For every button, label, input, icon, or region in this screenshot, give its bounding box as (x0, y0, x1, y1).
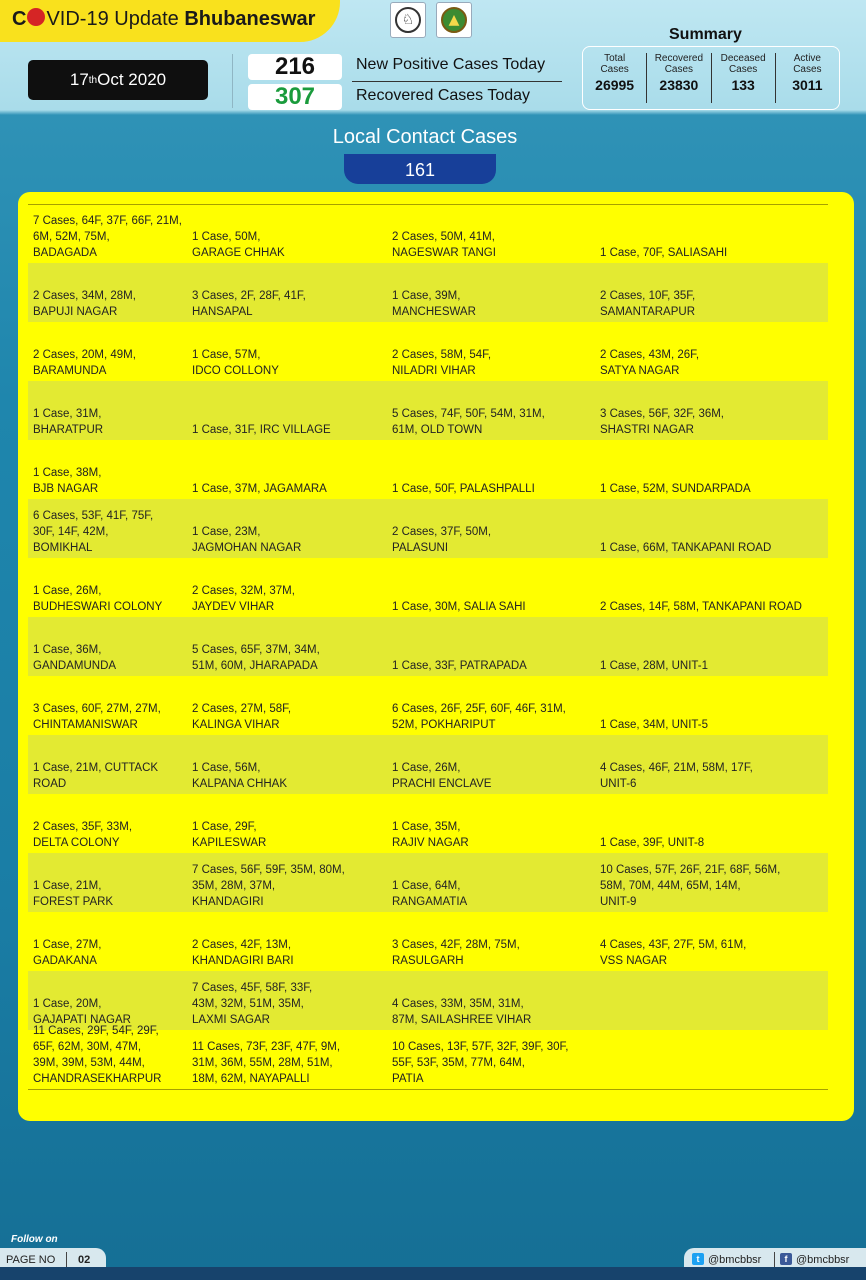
page-divider (66, 1252, 67, 1268)
case-cell: 1 Case, 26M, PRACHI ENCLAVE (392, 762, 492, 790)
summary-label: Deceased Cases (720, 53, 766, 75)
header-divider (232, 54, 233, 108)
table-row (28, 440, 828, 499)
table-row (28, 853, 828, 912)
case-cell: 3 Cases, 42F, 28M, 75M, RASULGARH (392, 939, 520, 967)
case-cell: 2 Cases, 58M, 54F, NILADRI VIHAR (392, 349, 492, 377)
case-cell: 1 Case, 30M, SALIA SAHI (392, 601, 526, 613)
case-cell: 4 Cases, 46F, 21M, 58M, 17F, UNIT-6 (600, 762, 753, 790)
summary-title: Summary (669, 26, 742, 43)
table-row (28, 263, 828, 322)
case-cell: 11 Cases, 73F, 23F, 47F, 9M, 31M, 36M, 55M, 28M, 51M, 18M, 62M, NAYAPALLI (192, 1041, 341, 1085)
case-cell: 1 Case, 27M, GADAKANA (33, 939, 102, 967)
page-label: PAGE NO (6, 1254, 56, 1266)
summary-label: Active Cases (793, 53, 822, 75)
case-cell: 6 Cases, 53F, 41F, 75F, 30F, 14F, 42M, BOMIKHAL (33, 510, 154, 554)
facebook-icon[interactable]: f (780, 1253, 792, 1265)
case-cell: 1 Case, 50M, GARAGE CHHAK (192, 231, 285, 259)
table-row (28, 204, 828, 263)
case-cell: 1 Case, 70F, SALIASAHI (600, 247, 728, 259)
section-title: Local Contact Cases (332, 126, 518, 148)
date-suffix: th (88, 74, 98, 86)
virus-icon (27, 8, 45, 26)
summary-label: Total Cases (600, 53, 629, 75)
case-cell: 1 Case, 33F, PATRAPADA (392, 660, 527, 672)
case-cell: 7 Cases, 45F, 58F, 33F, 43M, 32M, 51M, 35M, LAXMI SAGAR (192, 982, 313, 1026)
case-cell: 1 Case, 35M, RAJIV NAGAR (392, 821, 469, 849)
case-cell: 10 Cases, 13F, 57F, 32F, 39F, 30F, 55F, 53F, 35M, 77M, 64M, PATIA (392, 1041, 569, 1085)
recovered-label: Recovered Cases Today (356, 87, 531, 104)
case-cell: 2 Cases, 34M, 28M, BAPUJI NAGAR (33, 290, 136, 318)
table-row (28, 971, 828, 1030)
case-cell: 1 Case, 34M, UNIT-5 (600, 719, 709, 731)
case-cell: 2 Cases, 35F, 33M, DELTA COLONY (33, 821, 133, 849)
case-cell: 1 Case, 38M, BJB NAGAR (33, 467, 102, 495)
case-cell: 3 Cases, 2F, 28F, 41F, HANSAPAL (192, 290, 306, 318)
summary-value: 3011 (792, 77, 823, 93)
social-divider (774, 1252, 775, 1268)
title-banner (0, 0, 340, 42)
facebook-handle[interactable]: @bmcbbsr (796, 1254, 850, 1266)
table-row (28, 322, 828, 381)
table-row (28, 912, 828, 971)
case-cell: 1 Case, 39F, UNIT-8 (600, 837, 705, 849)
table-row (28, 381, 828, 440)
case-cell: 2 Cases, 37F, 50M, PALASUNI (392, 526, 492, 554)
case-cell: 5 Cases, 74F, 50F, 54M, 31M, 61M, OLD TOWN (392, 408, 545, 436)
table-row (28, 499, 828, 558)
summary-value: 133 (731, 77, 755, 93)
case-cell: 1 Case, 64M, RANGAMATIA (392, 880, 468, 908)
cases-panel (18, 192, 854, 1121)
new-positive-label: New Positive Cases Today (356, 56, 546, 73)
case-cell: 1 Case, 31F, IRC VILLAGE (192, 424, 331, 436)
footer-bar (0, 1267, 866, 1280)
case-cell: 2 Cases, 43M, 26F, SATYA NAGAR (600, 349, 700, 377)
summary-value: 26995 (595, 77, 635, 93)
case-cell: 2 Cases, 42F, 13M, KHANDAGIRI BARI (192, 939, 294, 967)
case-cell: 2 Cases, 32M, 37M, JAYDEV VIHAR (192, 585, 295, 613)
table-row (28, 1025, 828, 1089)
table-row (28, 676, 828, 735)
section-count: 161 (344, 154, 496, 184)
title-city: Bhubaneswar (184, 8, 316, 30)
summary-deceased (712, 53, 776, 103)
title-mid: VID-19 Update (46, 8, 185, 30)
case-cell: 2 Cases, 50M, 41M, NAGESWAR TANGI (392, 231, 496, 259)
date-rest: Oct 2020 (97, 70, 167, 89)
case-cell: 10 Cases, 57F, 26F, 21F, 68F, 56M, 58M, 70M, 44M, 65M, 14M, UNIT-9 (600, 864, 781, 908)
case-cell: 1 Case, 50F, PALASHPALLI (392, 483, 535, 495)
title-prefix: C (12, 8, 27, 30)
page-title (12, 8, 315, 31)
case-cell: 1 Case, 66M, TANKAPANI ROAD (600, 542, 772, 554)
case-cell: 1 Case, 23M, JAGMOHAN NAGAR (192, 526, 302, 554)
table-bottom-rule (28, 1089, 828, 1090)
odisha-govt-logo: ♘ (390, 2, 426, 38)
case-cell: 1 Case, 26M, BUDHESWARI COLONY (33, 585, 163, 613)
case-cell: 1 Case, 57M, IDCO COLLONY (192, 349, 279, 377)
case-cell: 5 Cases, 65F, 37M, 34M, 51M, 60M, JHARAPADA (192, 644, 320, 672)
new-positive-count: 216 (248, 54, 342, 80)
case-cell: 7 Cases, 64F, 37F, 66F, 21M, 6M, 52M, 75M, BADAGADA (33, 215, 182, 259)
today-divider (352, 81, 562, 82)
page-number: 02 (78, 1254, 91, 1266)
table-row (28, 558, 828, 617)
summary-label: Recovered Cases (654, 53, 704, 75)
case-cell: 1 Case, 39M, MANCHESWAR (392, 290, 476, 318)
twitter-icon[interactable]: t (692, 1253, 704, 1265)
case-cell: 1 Case, 31M, BHARATPUR (33, 408, 104, 436)
case-cell: 1 Case, 37M, JAGAMARA (192, 483, 327, 495)
case-cell: 1 Case, 20M, GAJAPATI NAGAR (33, 998, 131, 1026)
case-cell: 3 Cases, 56F, 32F, 36M, SHASTRI NAGAR (600, 408, 725, 436)
twitter-handle[interactable]: @bmcbbsr (708, 1254, 762, 1266)
case-cell: 4 Cases, 33M, 35M, 31M, 87M, SAILASHREE VIHAR (392, 998, 532, 1026)
case-cell: 3 Cases, 60F, 27M, 27M, CHINTAMANISWAR (33, 703, 161, 731)
case-cell: 2 Cases, 20M, 49M, BARAMUNDA (33, 349, 136, 377)
case-cell: 1 Case, 21M, CUTTACK ROAD (33, 762, 159, 790)
case-cell: 7 Cases, 56F, 59F, 35M, 80M, 35M, 28M, 37M, KHANDAGIRI (192, 864, 345, 908)
summary-recovered (647, 53, 711, 103)
case-cell: 1 Case, 28M, UNIT-1 (600, 660, 709, 672)
recovered-count: 307 (248, 84, 342, 110)
date-badge (28, 60, 208, 100)
case-cell: 1 Case, 52M, SUNDARPADA (600, 483, 751, 495)
case-cell: 2 Cases, 14F, 58M, TANKAPANI ROAD (600, 601, 802, 613)
summary-box (582, 46, 840, 110)
table-row (28, 794, 828, 853)
case-cell: 2 Cases, 27M, 58F, KALINGA VIHAR (192, 703, 292, 731)
summary-total (583, 53, 647, 103)
date-day: 17 (69, 70, 89, 89)
case-cell: 1 Case, 21M, FOREST PARK (33, 880, 114, 908)
summary-active (776, 53, 839, 103)
case-cell: 6 Cases, 26F, 25F, 60F, 46F, 31M, 52M, POKHARIPUT (392, 703, 566, 731)
case-cell: 1 Case, 29F, KAPILESWAR (192, 821, 267, 849)
case-cell: 2 Cases, 10F, 35F, SAMANTARAPUR (600, 290, 696, 318)
follow-label: Follow on (11, 1234, 58, 1245)
summary-value: 23830 (659, 77, 699, 93)
case-cell: 1 Case, 36M, GANDAMUNDA (33, 644, 117, 672)
table-row (28, 735, 828, 794)
case-cell: 4 Cases, 43F, 27F, 5M, 61M, VSS NAGAR (600, 939, 747, 967)
case-cell: 11 Cases, 29F, 54F, 29F, 65F, 62M, 30M, 47M, 39M, 39M, 53M, 44M, CHANDRASEKHARPUR (33, 1025, 162, 1085)
table-row (28, 617, 828, 676)
case-cell: 1 Case, 56M, KALPANA CHHAK (192, 762, 288, 790)
bmc-logo: ▲ (436, 2, 472, 38)
